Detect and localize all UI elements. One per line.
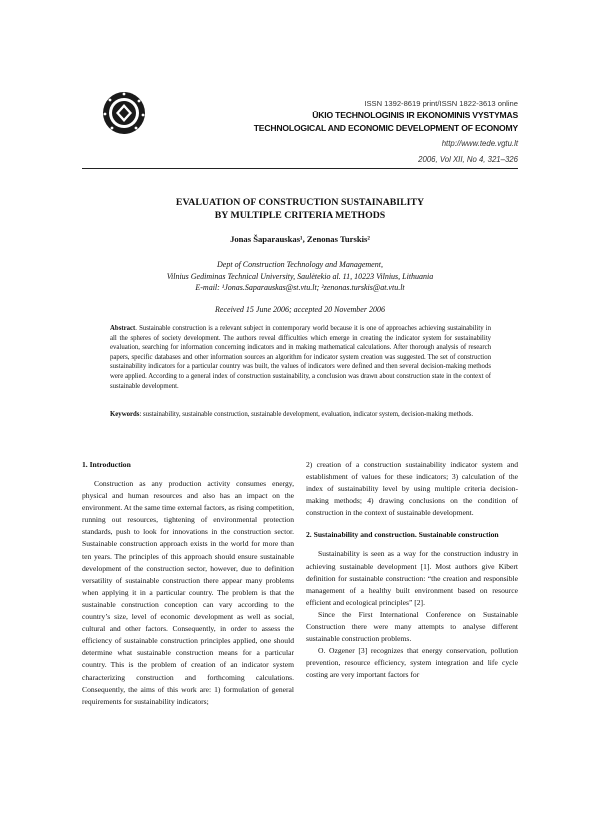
title-line-1: EVALUATION OF CONSTRUCTION SUSTAINABILITY — [175, 197, 425, 208]
journal-title-en: TECHNOLOGICAL AND ECONOMIC DEVELOPMENT OF ECONOMY — [253, 123, 518, 133]
journal-url[interactable]: http://www.tede.vgtu.lt — [441, 139, 518, 148]
issn-line: ISSN 1392-8619 print/ISSN 1822-3613 online — [364, 99, 518, 108]
journal-seal-icon — [101, 90, 147, 136]
received-date: Received 15 June 2006; accepted 20 November 2006 — [215, 305, 385, 314]
abstract — [110, 324, 491, 391]
left-column — [82, 459, 294, 708]
volume-info: 2006, Vol XII, No 4, 321–326 — [418, 155, 518, 164]
keywords — [110, 410, 491, 420]
section-2-paragraph-2: Since the First International Conference on Sustainable Construction there were many attempts to analyse different sustainable construction problems. — [306, 609, 518, 644]
affiliation-dept: Dept of Construction Technology and Management, — [217, 260, 383, 269]
title-line-2: BY MULTIPLE CRITERIA METHODS — [214, 210, 386, 221]
keywords-text: : sustainability, sustainable construction, sustainable development, evaluation, indicator system, decision-making methods. — [139, 411, 474, 418]
section-1-paragraph-1: Construction as any production activity consumes energy, physical and human resources and also has an impact on the environment. At the same time external factors, as rising competition, running out resources, tightening of environmental protection standards, push to look for innovations in the construction sector. Sustainable construction approach exists in the world for more than ten years. The principles of this approach should ensure sustainable development of the construction sector, however, due to definition versatility of sustainable construction there appear many problems when applying it in a particular country. The problem is that the sustainable construction conception can vary according to the country’s size, level of economic development as well as social, cultural and other factors. Consequently, in order to assess the efficiency of sustainable construction principles applied, one should determine what sustainable construction means for a particular country. This is the problem of creation of an indicator system characterizing construction and forthcoming calculations. Consequently, the aims of this work are: 1) formulation of general requirements for sustainability indicators; — [82, 479, 294, 706]
affiliation-email[interactable]: E-mail: ¹Jonas.Saparauskas@st.vtu.lt; ²zenonas.turskis@at.vtu.lt — [195, 283, 405, 292]
abstract-text: . Sustainable construction is a relevant subject in contemporary world because it is one of approaches achieving sustainability in all the spheres of society development. The authors reveal difficulties which emerge in creating the indicator system for sustainability evaluation, searching for information concerning indicators and in making mathematical calculations. After thorough analysis of research papers, specific databases and other information sources an algorithm for indicator system creation was suggested. The set of construction sustainability indicators for a particular country was built, the values of indicators were defined and then several decision-making methods were applied. According to a general index of construction sustainability, a conclusion was drawn about construction state in the context of sustainable development. — [110, 325, 491, 390]
section-1-paragraph-2: 2) creation of a construction sustainability indicator system and establishment of values for these indicators; 3) calculation of the index of sustainability level by using multiple criteria decision-making methods; 4) drawing conclusions on the condition of construction in the context of sustainable development. — [306, 460, 518, 518]
affiliation — [82, 259, 518, 294]
right-column — [306, 459, 518, 682]
section-2-heading: 2. Sustainability and construction. Sustainable construction — [306, 530, 499, 540]
section-1-heading: 1. Introduction — [82, 460, 131, 469]
journal-title-lt: ŪKIO TECHNOLOGINIS IR EKONOMINIS VYSTYMAS — [312, 110, 518, 120]
header-divider — [82, 168, 518, 169]
keywords-label: Keywords — [110, 411, 140, 418]
article-title — [82, 196, 518, 222]
section-2-paragraph-1: Sustainability is seen as a way for the construction industry in achieving sustainable development [1]. Most authors give Kibert definition for sustainable construction: “the creation and responsible management of a healthy built environment based on resource efficient and ecological principles” [2]. — [306, 549, 518, 607]
affiliation-university: Vilnius Gediminas Technical University, Saulėtekio al. 11, 10223 Vilnius, Lithuania — [166, 271, 434, 281]
section-2-paragraph-3: O. Ozgener [3] recognizes that energy conservation, pollution prevention, resource efficiency, system integration and life cycle costing are very important factors for — [306, 646, 518, 680]
abstract-label: Abstract — [110, 325, 136, 332]
authors: Jonas Šaparauskas¹, Zenonas Turskis² — [230, 234, 370, 244]
